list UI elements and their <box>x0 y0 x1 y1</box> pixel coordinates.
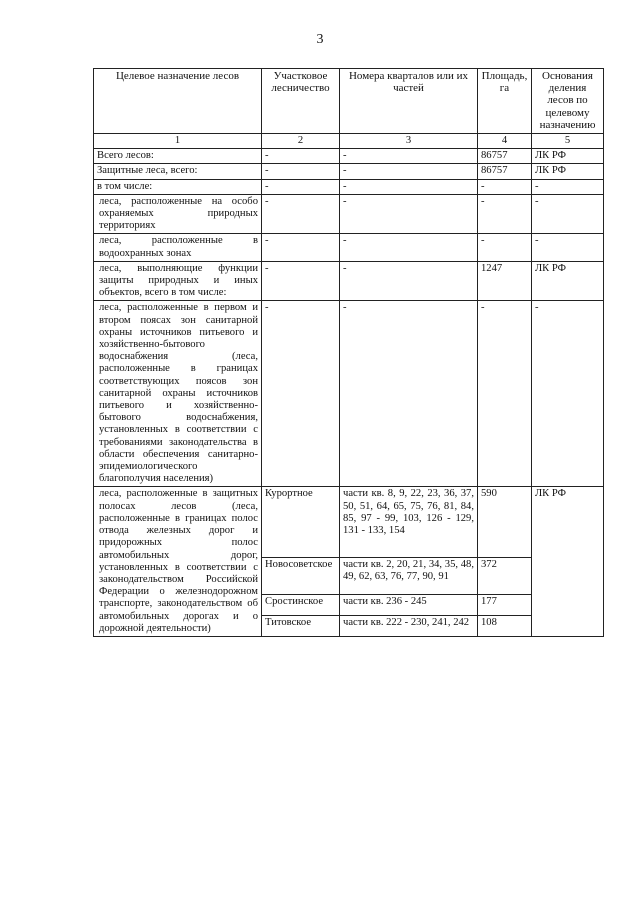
column-number: 3 <box>340 134 478 149</box>
column-number: 2 <box>262 134 340 149</box>
cell-basis: ЛК РФ <box>532 164 604 179</box>
cell-area: 372 <box>478 558 532 595</box>
cell-purpose: леса, выполняющие функции защиты природных и иных объектов, всего в том числе: <box>94 261 262 301</box>
cell-purpose: леса, расположенные в первом и втором поясах зон санитарной охраны источников питьевого и хозяйственно-бытового водоснабжения (леса, расположенные в границах соответствующих поясов зон санитарной охраны источников питьевого и хозяйственно-бытового водоснабжения, установленных в соответствии с требованиями законодательства в области обеспечения санитарно-эпидемиологического благополучия населения) <box>94 301 262 487</box>
column-number-row <box>94 134 604 149</box>
cell-area: 86757 <box>478 149 532 164</box>
cell-district: - <box>262 194 340 234</box>
column-number: 1 <box>94 134 262 149</box>
cell-district: Новосоветское <box>262 558 340 595</box>
cell-district: - <box>262 179 340 194</box>
cell-district: - <box>262 149 340 164</box>
table-row <box>94 301 604 487</box>
column-number: 4 <box>478 134 532 149</box>
cell-district: - <box>262 301 340 487</box>
cell-basis: - <box>532 234 604 261</box>
header-quarters: Номера кварталов или их частей <box>340 69 478 134</box>
cell-quarters: - <box>340 194 478 234</box>
cell-district: - <box>262 164 340 179</box>
page-number: 3 <box>316 32 324 47</box>
cell-basis: ЛК РФ <box>532 149 604 164</box>
cell-area: - <box>478 179 532 194</box>
cell-quarters: - <box>340 301 478 487</box>
forest-purpose-table <box>93 68 604 637</box>
table-row <box>94 149 604 164</box>
cell-basis: - <box>532 301 604 487</box>
table-row <box>94 261 604 301</box>
table-row <box>94 487 604 558</box>
cell-quarters: - <box>340 261 478 301</box>
table-row <box>94 164 604 179</box>
cell-quarters: - <box>340 234 478 261</box>
cell-quarters: - <box>340 149 478 164</box>
cell-purpose: Всего лесов: <box>94 149 262 164</box>
cell-quarters: части кв. 236 - 245 <box>340 595 478 616</box>
header-purpose: Целевое назначение лесов <box>94 69 262 134</box>
cell-area: - <box>478 301 532 487</box>
cell-purpose: леса, расположенные в водоохранных зонах <box>94 234 262 261</box>
table-row <box>94 194 604 234</box>
cell-quarters: части кв. 2, 20, 21, 34, 35, 48, 49, 62, 63, 76, 77, 90, 91 <box>340 558 478 595</box>
cell-district: Сростинское <box>262 595 340 616</box>
header-basis: Основания деления лесов по целевому назначению <box>532 69 604 134</box>
cell-purpose: леса, расположенные в защитных полосах лесов (леса, расположенные в границах полос отвода железных дорог и придорожных полос автомобильных дорог, установленных в соответствии с законодательством Российской Федерации о железнодорожном транспорте, законодательством об автомобильных дорогах и о дорожной деятельности) <box>94 487 262 636</box>
cell-quarters: - <box>340 179 478 194</box>
cell-quarters: части кв. 222 - 230, 241, 242 <box>340 616 478 637</box>
cell-purpose: леса, расположенные на особо охраняемых природных территориях <box>94 194 262 234</box>
cell-area: - <box>478 234 532 261</box>
cell-area: 1247 <box>478 261 532 301</box>
cell-quarters: части кв. 8, 9, 22, 23, 36, 37, 50, 51, 64, 65, 75, 76, 81, 84, 85, 97 - 99, 103, 126 - 129, 131 - 133, 154 <box>340 487 478 558</box>
cell-basis: ЛК РФ <box>532 261 604 301</box>
cell-area: - <box>478 194 532 234</box>
cell-district: - <box>262 234 340 261</box>
cell-district: Курортное <box>262 487 340 558</box>
header-area: Площадь, га <box>478 69 532 134</box>
table-header-row <box>94 69 604 134</box>
cell-district: Титовское <box>262 616 340 637</box>
cell-area: 86757 <box>478 164 532 179</box>
cell-area: 108 <box>478 616 532 637</box>
cell-district: - <box>262 261 340 301</box>
cell-area: 590 <box>478 487 532 558</box>
header-district: Участковое лесничество <box>262 69 340 134</box>
cell-basis: ЛК РФ <box>532 487 604 636</box>
column-number: 5 <box>532 134 604 149</box>
table-row <box>94 234 604 261</box>
cell-purpose: в том числе: <box>94 179 262 194</box>
cell-basis: - <box>532 194 604 234</box>
table-row <box>94 179 604 194</box>
cell-quarters: - <box>340 164 478 179</box>
cell-purpose: Защитные леса, всего: <box>94 164 262 179</box>
cell-area: 177 <box>478 595 532 616</box>
cell-basis: - <box>532 179 604 194</box>
